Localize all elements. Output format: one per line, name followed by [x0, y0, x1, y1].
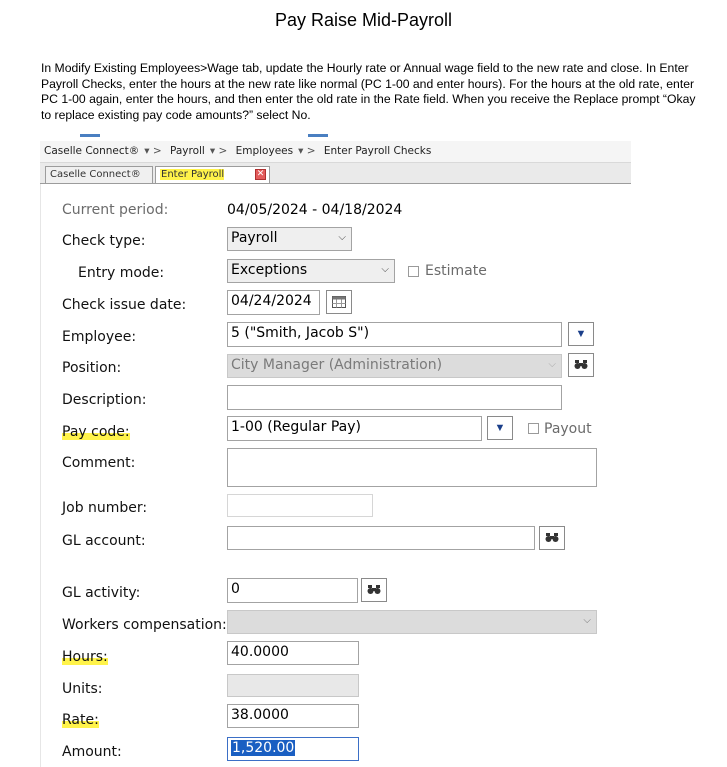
- comment-textarea[interactable]: [227, 448, 597, 487]
- workers-comp-label: Workers compensation:: [62, 617, 227, 633]
- chevron-down-icon: ⌵: [548, 359, 556, 370]
- entry-mode-value: Exceptions: [231, 262, 308, 278]
- tab-bar: [40, 163, 631, 184]
- job-number-label: Job number:: [62, 500, 148, 516]
- units-input: [227, 674, 359, 697]
- units-label: Units:: [62, 681, 103, 697]
- chevron-down-icon: ⌵: [338, 232, 346, 243]
- position-value: City Manager (Administration): [231, 357, 443, 373]
- check-issue-date-label: Check issue date:: [62, 297, 187, 313]
- pay-code-label-text: Pay code:: [62, 424, 130, 440]
- description-label: Description:: [62, 392, 147, 408]
- caret-down-icon: ▼: [575, 328, 587, 340]
- breadcrumb-item-enter-payroll-checks[interactable]: Enter Payroll Checks: [323, 145, 432, 157]
- chevron-down-icon: ⌵: [583, 615, 591, 626]
- gl-account-label: GL account:: [62, 533, 146, 549]
- tab-caselle-connect[interactable]: [45, 166, 153, 183]
- amount-label: Amount:: [62, 744, 122, 760]
- rate-label-text: Rate:: [62, 712, 99, 728]
- app-screenshot: [40, 134, 631, 767]
- hours-input[interactable]: 40.0000: [227, 641, 359, 665]
- caret-down-icon: ▼: [494, 422, 506, 434]
- estimate-label: Estimate: [425, 263, 487, 279]
- breadcrumb-item-payroll[interactable]: Payroll: [170, 145, 205, 157]
- breadcrumb: [40, 141, 631, 163]
- job-number-input[interactable]: [227, 494, 373, 517]
- entry-mode-label: Entry mode:: [78, 265, 165, 281]
- close-icon[interactable]: ✕: [256, 169, 265, 179]
- tab-enter-payroll-checks[interactable]: [155, 166, 270, 183]
- payout-checkbox[interactable]: [528, 423, 539, 434]
- binoculars-icon[interactable]: [361, 578, 387, 602]
- payout-label: Payout: [544, 421, 592, 437]
- payroll-check-form: [40, 184, 631, 767]
- breadcrumb-item-employees[interactable]: Employees: [235, 145, 294, 157]
- amount-value-selected: 1,520.00: [232, 740, 295, 756]
- gl-activity-label: GL activity:: [62, 585, 141, 601]
- binoculars-icon[interactable]: [539, 526, 565, 550]
- gl-activity-input[interactable]: 0: [227, 578, 358, 603]
- pay-code-input[interactable]: 1-00 (Regular Pay): [227, 416, 482, 441]
- breadcrumb-separator[interactable]: ▾ >: [209, 145, 228, 157]
- breadcrumb-item-caselle[interactable]: Caselle Connect®: [44, 145, 140, 157]
- comment-label: Comment:: [62, 455, 136, 471]
- breadcrumb-separator[interactable]: ▾ >: [298, 145, 316, 157]
- window-control-mark: [80, 134, 100, 137]
- description-input[interactable]: [227, 385, 562, 410]
- hours-label: [62, 648, 108, 666]
- rate-label: [62, 711, 99, 729]
- rate-input[interactable]: 38.0000: [227, 704, 359, 728]
- employee-input[interactable]: 5 ("Smith, Jacob S"): [227, 322, 562, 347]
- current-period-label: Current period:: [62, 202, 169, 218]
- instructions-paragraph: In Modify Existing Employees>Wage tab, update the Hourly rate or Annual wage field to the new rate and close. In Enter Payroll Checks, enter the hours at the new rate like normal (PC 1-00 and enter hours). For the hours at the old rate, enter PC 1-00 again, enter the hours, and then enter the old rate in the Rate field. When you receive the Replace prompt “Okay to replace existing pay code amounts?” select No.: [41, 61, 696, 122]
- breadcrumb-separator[interactable]: ▾ >: [144, 145, 162, 157]
- check-issue-date-input[interactable]: 04/24/2024: [227, 290, 320, 315]
- check-type-select[interactable]: [227, 227, 352, 251]
- estimate-checkbox[interactable]: [408, 266, 419, 277]
- position-select: [227, 354, 562, 378]
- amount-input[interactable]: [227, 737, 359, 761]
- calendar-icon[interactable]: [326, 290, 352, 314]
- check-type-label: Check type:: [62, 233, 146, 249]
- employee-dropdown-button[interactable]: [568, 322, 594, 346]
- position-label: Position:: [62, 360, 122, 376]
- employee-label: Employee:: [62, 329, 137, 345]
- hours-label-text: Hours:: [62, 649, 108, 665]
- window-control-mark: [308, 134, 328, 137]
- current-period-value: 04/05/2024 - 04/18/2024: [227, 202, 403, 218]
- workers-comp-select: [227, 610, 597, 634]
- check-type-value: Payroll: [231, 230, 278, 246]
- document-title: Pay Raise Mid-Payroll: [274, 10, 453, 30]
- tab-label: Caselle Connect®: [50, 169, 141, 180]
- binoculars-icon[interactable]: [568, 353, 594, 377]
- pay-code-dropdown-button[interactable]: [487, 416, 513, 440]
- entry-mode-select[interactable]: [227, 259, 395, 283]
- pay-code-label: [62, 423, 130, 441]
- gl-account-input[interactable]: [227, 526, 535, 550]
- tab-label: Enter Payroll: [160, 169, 224, 195]
- chevron-down-icon: ⌵: [381, 264, 389, 275]
